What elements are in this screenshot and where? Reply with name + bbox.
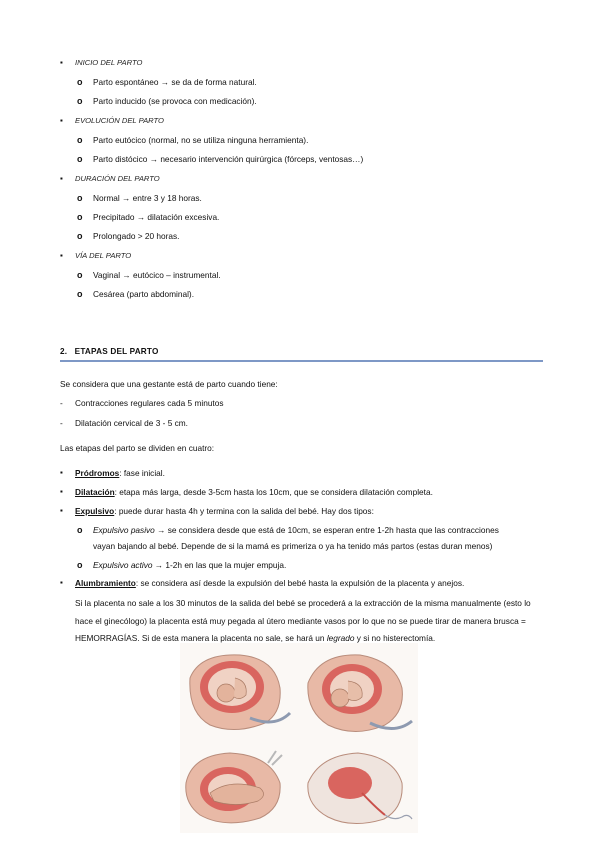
stage-term: Expulsivo bbox=[75, 506, 115, 516]
intro-text: Se considera que una gestante está de parto cuando tiene: bbox=[60, 379, 278, 389]
section-heading bbox=[60, 347, 159, 356]
section-number: 2. bbox=[60, 347, 68, 356]
square-bullet-icon: ▪ bbox=[60, 487, 63, 496]
square-bullet-icon: ▪ bbox=[60, 578, 63, 587]
paragraph-emphasis: legrado bbox=[326, 633, 355, 643]
stage-prodromos bbox=[75, 468, 165, 478]
stage-text: → se considera desde que está de 10cm, se esperan entre 1-2h hasta que las contracciones bbox=[154, 525, 499, 535]
stage-text: : fase inicial. bbox=[119, 468, 165, 478]
dash-bullet: - bbox=[60, 418, 63, 428]
expulsivo-activo bbox=[93, 560, 286, 570]
heading-rule bbox=[60, 360, 543, 362]
square-bullet-icon: ▪ bbox=[60, 116, 63, 125]
outline-title: VÍA DEL PARTO bbox=[75, 251, 132, 260]
circle-bullet-icon: o bbox=[77, 231, 83, 241]
section-title: ETAPAS DEL PARTO bbox=[74, 347, 159, 356]
circle-bullet-icon: o bbox=[77, 96, 83, 106]
expulsivo-pasivo bbox=[93, 525, 499, 535]
paragraph-text: y si no histerectomía. bbox=[354, 633, 436, 643]
circle-bullet-icon: o bbox=[77, 135, 83, 145]
outline-item: Precipitado → dilatación excesiva. bbox=[93, 212, 220, 222]
stage-expulsivo bbox=[75, 506, 374, 516]
condition-item: Dilatación cervical de 3 - 5 cm. bbox=[75, 418, 188, 428]
square-bullet-icon: ▪ bbox=[60, 506, 63, 515]
stage-term: Alumbramiento bbox=[75, 578, 136, 588]
condition-item: Contracciones regulares cada 5 minutos bbox=[75, 398, 224, 408]
circle-bullet-icon: o bbox=[77, 525, 83, 535]
stage-text: : etapa más larga, desde 3-5cm hasta los 10cm, que se considera dilatación completa. bbox=[114, 487, 433, 497]
stages-intro: Las etapas del parto se dividen en cuatro: bbox=[60, 443, 215, 453]
stage-term: Expulsivo activo bbox=[93, 560, 153, 570]
circle-bullet-icon: o bbox=[77, 193, 83, 203]
labor-stages-illustration bbox=[180, 643, 418, 833]
outline-item: Parto espontáneo → se da de forma natural. bbox=[93, 77, 257, 87]
circle-bullet-icon: o bbox=[77, 212, 83, 222]
stage-text: : se considera así desde la expulsión del bebé hasta la expulsión de la placenta y anejos. bbox=[135, 578, 465, 588]
stage-alumbramiento bbox=[75, 578, 464, 588]
circle-bullet-icon: o bbox=[77, 270, 83, 280]
outline-item: Parto distócico → necesario intervención quirúrgica (fórceps, ventosas…) bbox=[93, 154, 364, 164]
square-bullet-icon: ▪ bbox=[60, 251, 63, 260]
outline-item: Parto inducido (se provoca con medicación). bbox=[93, 96, 257, 106]
outline-item: Parto eutócico (normal, no se utiliza ninguna herramienta). bbox=[93, 135, 309, 145]
outline-item: Vaginal → eutócico – instrumental. bbox=[93, 270, 221, 280]
outline-title: EVOLUCIÓN DEL PARTO bbox=[75, 116, 164, 125]
circle-bullet-icon: o bbox=[77, 560, 83, 570]
panel-dilatation bbox=[190, 655, 290, 730]
outline-title: DURACIÓN DEL PARTO bbox=[75, 174, 160, 183]
panel-placenta bbox=[308, 753, 412, 824]
outline-item: Normal → entre 3 y 18 horas. bbox=[93, 193, 202, 203]
circle-bullet-icon: o bbox=[77, 289, 83, 299]
outline-item: Cesárea (parto abdominal). bbox=[93, 289, 194, 299]
square-bullet-icon: ▪ bbox=[60, 468, 63, 477]
square-bullet-icon: ▪ bbox=[60, 58, 63, 67]
stage-text: : puede durar hasta 4h y termina con la salida del bebé. Hay dos tipos: bbox=[114, 506, 374, 516]
stage-term: Dilatación bbox=[75, 487, 115, 497]
placenta-paragraph bbox=[75, 595, 545, 648]
square-bullet-icon: ▪ bbox=[60, 174, 63, 183]
circle-bullet-icon: o bbox=[77, 77, 83, 87]
outline-item: Prolongado > 20 horas. bbox=[93, 231, 180, 241]
dash-bullet: - bbox=[60, 398, 63, 408]
stage-term: Pródromos bbox=[75, 468, 120, 478]
stage-text-continued: vayan bajando al bebé. Depende de si la mamá es primeriza o ya ha tenido más partos (estas duran menos) bbox=[93, 541, 493, 551]
panel-birth bbox=[186, 751, 282, 823]
stage-term: Expulsivo pasivo bbox=[93, 525, 155, 535]
panel-expulsion-start bbox=[308, 655, 412, 732]
outline-title: INICIO DEL PARTO bbox=[75, 58, 143, 67]
labor-stages-figure bbox=[180, 643, 418, 833]
stage-dilatacion bbox=[75, 487, 433, 497]
stage-text: → 1-2h en las que la mujer empuja. bbox=[152, 560, 287, 570]
paragraph-text: Si la placenta no sale a los 30 minutos de la salida del bebé se procederá a la extracción de la misma manualmente (esto lo hace el ginecólogo) la placenta está muy pegada al útero mediante vasos por lo que no se puede tirar de manera brusca = HEMORRAGÍAS. Si de esta manera la placenta no sale, se hará un bbox=[75, 598, 531, 643]
circle-bullet-icon: o bbox=[77, 154, 83, 164]
